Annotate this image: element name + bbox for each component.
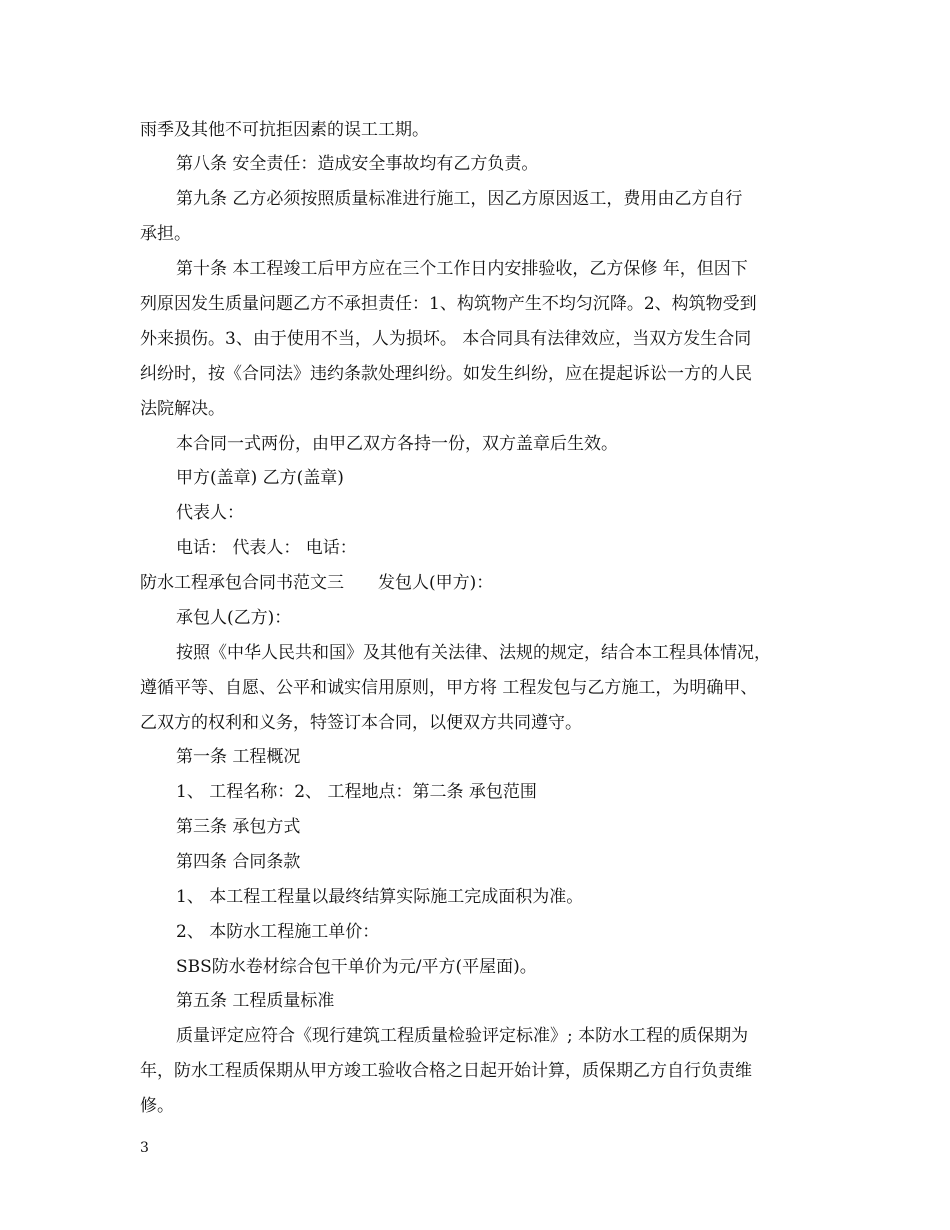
text-line: 纠纷时，按《合同法》违约条款处理纠纷。如发生纠纷，应在提起诉讼一方的人民 (140, 364, 752, 384)
text-line: 遵循平等、自愿、公平和诚实信用原则，甲方将 工程发包与乙方施工，为明确甲、 (140, 678, 758, 698)
text-line: 承包人(乙方)： (176, 608, 292, 628)
text-line: 年，防水工程质保期从甲方竣工验收合格之日起开始计算，质保期乙方自行负责维 (140, 1061, 752, 1081)
text-line: 电话： 代表人： 电话： (176, 538, 357, 558)
contract-title-line (140, 572, 493, 594)
text-line: 外来损伤。3、由于使用不当，人为损坏。 本合同具有法律效应，当双方发生合同 (140, 329, 752, 349)
text-line: 第四条 合同条款 (176, 852, 301, 872)
text-line: 第八条 安全责任：造成安全事故均有乙方负责。 (176, 154, 539, 174)
text-line: 甲方(盖章) 乙方(盖章) (176, 468, 344, 488)
text-line: 第九条 乙方必须按照质量标准进行施工，因乙方原因返工，费用由乙方自行 (176, 189, 743, 209)
text-line: 质量评定应符合《现行建筑工程质量检验评定标准》; 本防水工程的质保期为 (176, 1026, 749, 1046)
text-line: 第十条 本工程竣工后甲方应在三个工作日内安排验收，乙方保修 年，但因下 (176, 259, 748, 279)
text-line: 2、 本防水工程施工单价： (176, 922, 380, 942)
text-line: 第一条 工程概况 (176, 747, 301, 767)
text-line: SBS防水卷材综合包干单价为元/平方(平屋面)。 (176, 957, 537, 977)
text-line: 1、 本工程工程量以最终结算实际施工完成面积为准。 (176, 887, 584, 907)
text-line: 第五条 工程质量标准 (176, 991, 335, 1011)
text-line: 修。 (140, 1096, 174, 1116)
employer-label: 发包人(甲方)： (378, 573, 494, 593)
text-line: 第三条 承包方式 (176, 817, 301, 837)
text-line: 承担。 (140, 224, 191, 244)
page-number: 3 (140, 1140, 149, 1156)
text-line: 代表人： (176, 503, 244, 523)
text-line: 1、 工程名称：2、 工程地点：第二条 承包范围 (176, 782, 537, 802)
contract-title: 防水工程承包合同书范文三 (140, 573, 344, 593)
text-line: 本合同一式两份，由甲乙双方各持一份，双方盖章后生效。 (176, 434, 618, 454)
text-line: 乙双方的权利和义务，特签订本合同，以便双方共同遵守。 (140, 713, 582, 733)
text-line: 按照《中华人民共和国》及其他有关法律、法规的规定，结合本工程具体情况， (176, 643, 771, 663)
text-line: 雨季及其他不可抗拒因素的误工工期。 (140, 120, 429, 140)
text-line: 列原因发生质量问题乙方不承担责任：1、构筑物产生不均匀沉降。2、构筑物受到 (140, 294, 757, 314)
text-line: 法院解决。 (140, 399, 225, 419)
